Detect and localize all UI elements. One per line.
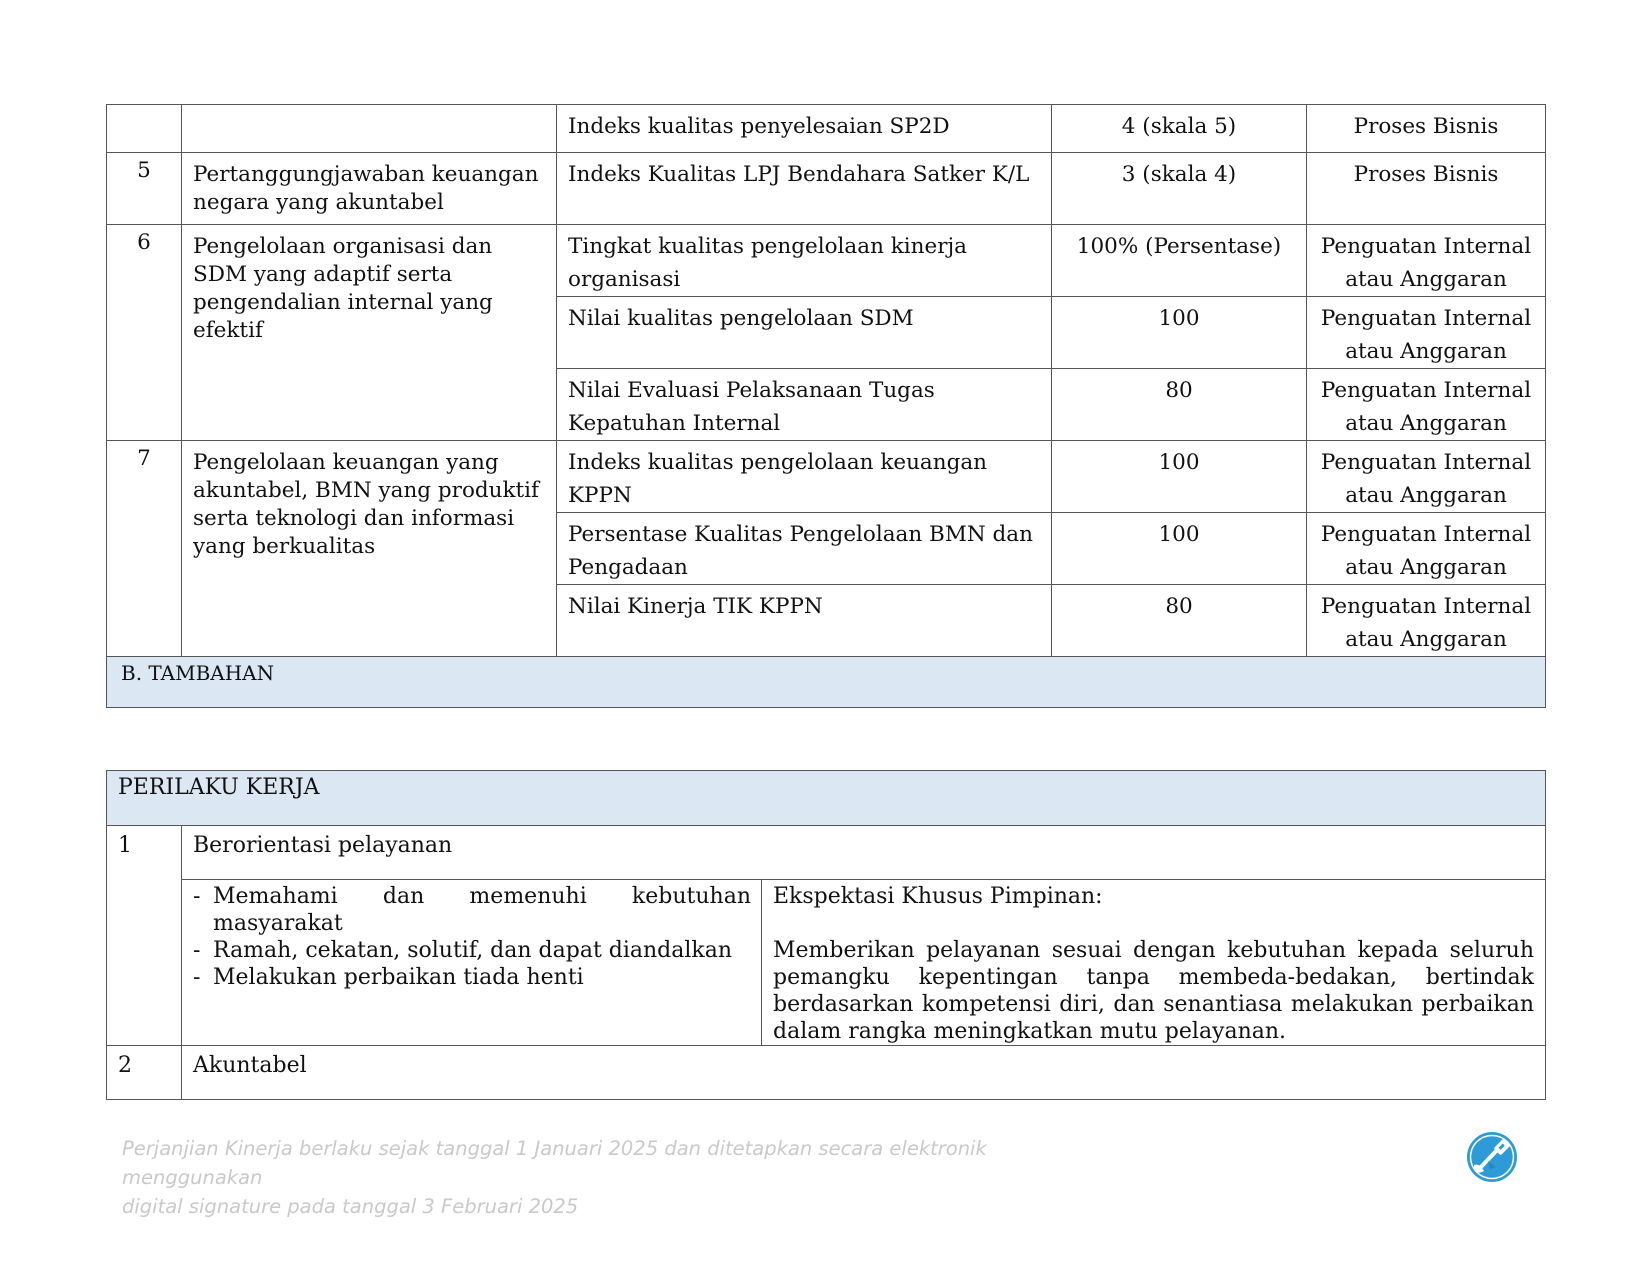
strategic-goal [182, 105, 557, 153]
bullet-item [193, 883, 751, 937]
indicator: Nilai kualitas pengelolaan SDM [557, 297, 1052, 369]
row-number: 5 [107, 153, 182, 225]
strategic-goal: Pertanggungjawaban keuangan negara yang akuntabel [182, 153, 557, 225]
category: Penguatan Internal atau Anggaran [1307, 513, 1546, 585]
bullet-item [193, 937, 751, 964]
indicator: Nilai Kinerja TIK KPPN [557, 585, 1052, 657]
table-row [107, 826, 1546, 880]
category: Penguatan Internal atau Anggaran [1307, 441, 1546, 513]
target: 100% (Persentase) [1052, 225, 1307, 297]
table-row [107, 225, 1546, 297]
bullet-text: Melakukan perbaikan tiada henti [213, 965, 584, 990]
target: 100 [1052, 297, 1307, 369]
category: Proses Bisnis [1307, 153, 1546, 225]
table-row [107, 880, 1546, 1046]
category: Penguatan Internal atau Anggaran [1307, 225, 1546, 297]
target: 80 [1052, 369, 1307, 441]
category: Penguatan Internal atau Anggaran [1307, 297, 1546, 369]
category: Proses Bisnis [1307, 105, 1546, 153]
section-b-row [107, 657, 1546, 708]
target: 3 (skala 4) [1052, 153, 1307, 225]
table-row [107, 105, 1546, 153]
footer-line-1: Perjanjian Kinerja berlaku sejak tanggal 1 Januari 2025 dan ditetapkan secara elektronik menggunakan [122, 1137, 987, 1189]
row-number: 6 [107, 225, 182, 441]
category: Penguatan Internal atau Anggaran [1307, 585, 1546, 657]
bullet-marker: - [193, 938, 201, 963]
table-row [107, 153, 1546, 225]
table-row [107, 1046, 1546, 1100]
expectation-text: Memberikan pelayanan sesuai dengan kebutuhan kepada seluruh pemangku kepentingan tanpa membeda-bedakan, bertindak berdasarkan kompetensi diri, dan senantiasa melakukan perbaikan dalam rangka meningkatkan mutu pelayanan. [773, 938, 1534, 1044]
section-b-heading: B. TAMBAHAN [107, 657, 1546, 708]
bullet-item [193, 964, 751, 991]
target: 4 (skala 5) [1052, 105, 1307, 153]
indicator: Indeks Kualitas LPJ Bendahara Satker K/L [557, 153, 1052, 225]
target: 100 [1052, 513, 1307, 585]
indicator: Indeks kualitas penyelesaian SP2D [557, 105, 1052, 153]
perilaku-title-row [107, 771, 1546, 826]
footer-note [122, 1134, 1122, 1221]
bullet-text: Ramah, cekatan, solutif, dan dapat diandalkan [213, 938, 733, 963]
row-number: 7 [107, 441, 182, 657]
row-number: 2 [107, 1046, 182, 1100]
behavior-bullets [182, 880, 762, 1046]
perilaku-title: PERILAKU KERJA [107, 771, 1546, 826]
bullet-marker: - [193, 965, 201, 990]
bullet-marker: - [193, 884, 201, 909]
target: 100 [1052, 441, 1307, 513]
row-number [107, 105, 182, 153]
indicator: Persentase Kualitas Pengelolaan BMN dan Pengadaan [557, 513, 1052, 585]
table-row [107, 441, 1546, 513]
behavior-name: Berorientasi pelayanan [182, 826, 1546, 880]
expectation-label: Ekspektasi Khusus Pimpinan: [773, 884, 1103, 909]
bullet-text: Memahami dan memenuhi kebutuhan masyarakat [213, 884, 751, 936]
key-seal-icon [1466, 1131, 1518, 1183]
indicator: Tingkat kualitas pengelolaan kinerja organisasi [557, 225, 1052, 297]
leader-expectation [762, 880, 1546, 1046]
kinerja-table [106, 104, 1546, 708]
behavior-name: Akuntabel [182, 1046, 1546, 1100]
category: Penguatan Internal atau Anggaran [1307, 369, 1546, 441]
target: 80 [1052, 585, 1307, 657]
perilaku-kerja-table [106, 770, 1546, 1100]
indicator: Nilai Evaluasi Pelaksanaan Tugas Kepatuhan Internal [557, 369, 1052, 441]
strategic-goal: Pengelolaan organisasi dan SDM yang adaptif serta pengendalian internal yang efektif [182, 225, 557, 441]
row-number: 1 [107, 826, 182, 1046]
indicator: Indeks kualitas pengelolaan keuangan KPPN [557, 441, 1052, 513]
footer-line-2: digital signature pada tanggal 3 Februari 2025 [122, 1195, 579, 1218]
strategic-goal: Pengelolaan keuangan yang akuntabel, BMN yang produktif serta teknologi dan informasi yang berkualitas [182, 441, 557, 657]
